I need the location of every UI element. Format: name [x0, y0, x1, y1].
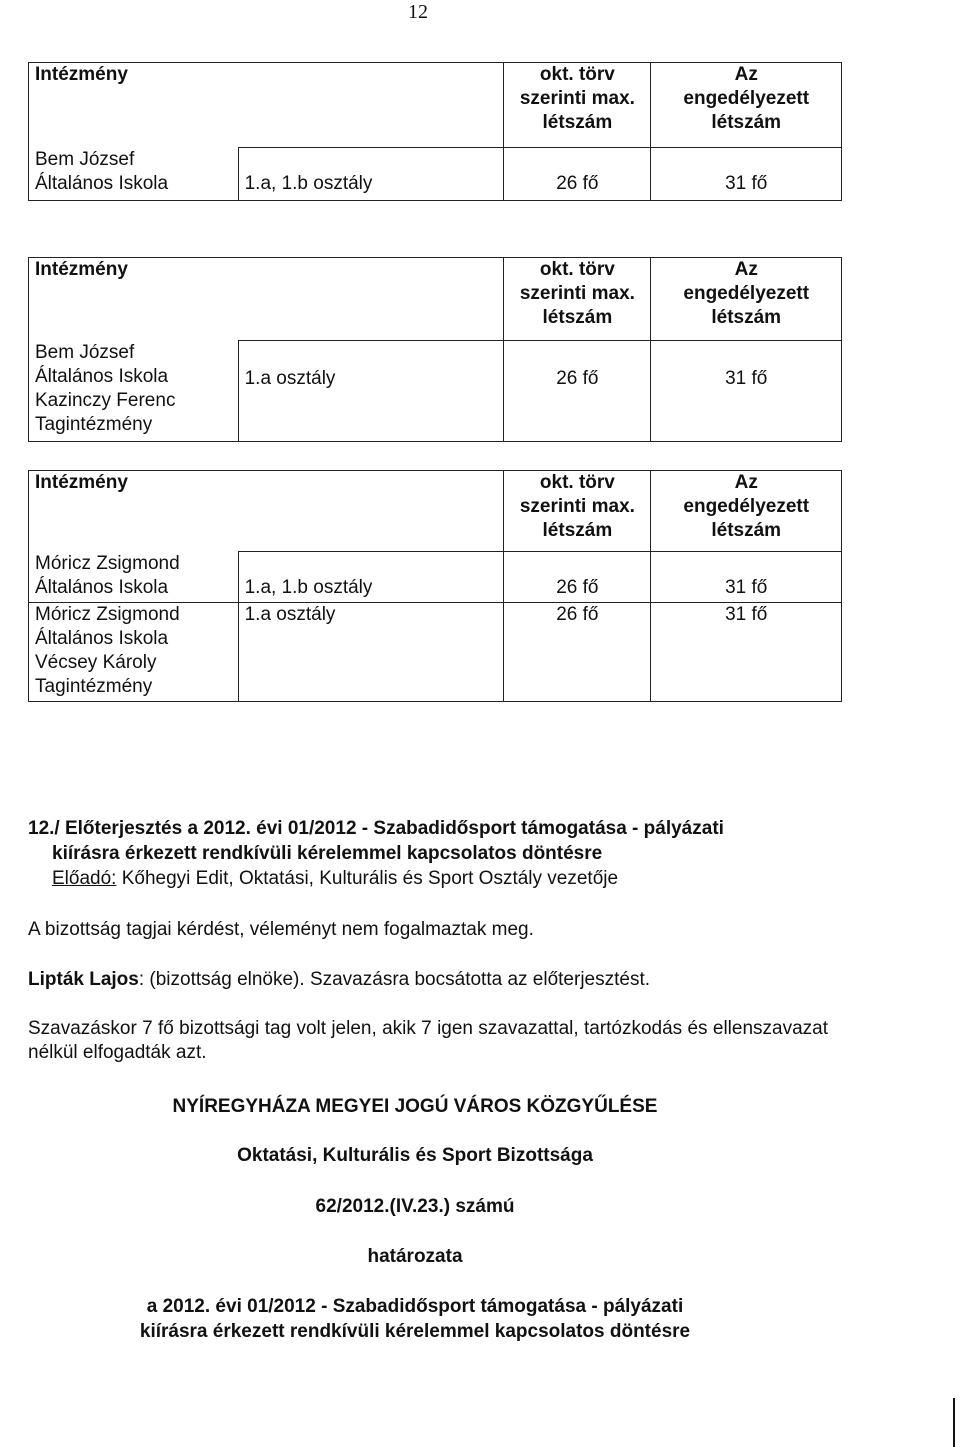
chair-text: : (bizottság elnöke). Szavazásra bocsátotta az előterjesztést.	[138, 969, 651, 990]
header-max-line3: létszám	[542, 112, 613, 133]
institution-line: Tagintézmény	[35, 413, 153, 435]
resolution-committee: Oktatási, Kulturális és Sport Bizottsága	[237, 1145, 593, 1166]
cell-institution	[29, 341, 239, 442]
cell-max: 26 fő	[504, 602, 651, 701]
header-allowed-line2: engedélyezett	[683, 283, 810, 304]
cell-classes: 1.a, 1.b osztály	[238, 552, 504, 603]
table-header-row	[29, 471, 842, 552]
resolution-number: 62/2012.(IV.23.) számú	[315, 1196, 515, 1217]
institution-line: Móricz Zsigmond	[35, 603, 180, 625]
table-moricz-zsigmond	[28, 470, 842, 702]
institution-line: Bem József	[35, 341, 135, 363]
header-max	[504, 63, 651, 148]
presenter-label: Előadó:	[52, 868, 117, 889]
resolution-type: határozata	[367, 1246, 463, 1267]
header-allowed-line3: létszám	[711, 307, 782, 328]
header-max-line3: létszám	[542, 307, 613, 328]
paragraph-vote: Szavazáskor 7 fő bizottsági tag volt jelen, akik 7 igen szavazattal, tartózkodás és ellenszavazat nélkül elfogadták azt.	[28, 1018, 828, 1063]
cell-classes: 1.a, 1.b osztály	[238, 148, 504, 201]
paragraph-chair	[28, 968, 838, 992]
institution-line: Általános Iskola	[35, 172, 169, 194]
institution-line: Általános Iskola	[35, 576, 169, 598]
header-max-line1: okt. törv	[539, 64, 615, 85]
cell-classes: 1.a osztály	[238, 341, 504, 442]
table-row	[29, 552, 842, 603]
header-allowed-line3: létszám	[711, 520, 782, 541]
cell-classes: 1.a osztály	[238, 602, 504, 701]
header-max-line2: szerinti max.	[519, 283, 635, 304]
table-row	[29, 148, 842, 201]
cell-allowed: 31 fő	[651, 602, 842, 701]
institution-line: Kazinczy Ferenc	[35, 389, 176, 411]
header-max	[504, 258, 651, 341]
institution-line: Tagintézmény	[35, 675, 153, 697]
cell-max: 26 fő	[504, 552, 651, 603]
header-institution: Intézmény	[29, 258, 504, 341]
header-institution: Intézmény	[29, 63, 504, 148]
header-allowed	[651, 471, 842, 552]
table-row	[29, 602, 842, 701]
header-max-line2: szerinti max.	[519, 88, 635, 109]
institution-line: Általános Iskola	[35, 627, 169, 649]
table-header-row	[29, 258, 842, 341]
header-max-line1: okt. törv	[539, 259, 615, 280]
table-bem-jozsef	[28, 62, 842, 201]
table-row	[29, 341, 842, 442]
resolution-subject-line2: kiírásra érkezett rendkívüli kérelemmel kapcsolatos döntésre	[139, 1321, 691, 1342]
cell-allowed: 31 fő	[651, 341, 842, 442]
header-max-line2: szerinti max.	[519, 496, 635, 517]
paragraph-no-questions: A bizottság tagjai kérdést, véleményt nem fogalmaztak meg.	[28, 919, 534, 940]
table-header-row	[29, 63, 842, 148]
institution-line: Vécsey Károly	[35, 651, 157, 673]
institution-line: Általános Iskola	[35, 365, 169, 387]
agenda-title-line1: 12./ Előterjesztés a 2012. évi 01/2012 - Szabadidősport támogatása - pályázati	[28, 818, 724, 839]
institution-line: Bem József	[35, 148, 135, 170]
cell-allowed: 31 fő	[651, 148, 842, 201]
header-max	[504, 471, 651, 552]
presenter-text: Kőhegyi Edit, Oktatási, Kulturális és Sport Osztály vezetője	[116, 868, 619, 889]
header-allowed-line2: engedélyezett	[683, 88, 810, 109]
header-max-line1: okt. törv	[539, 472, 615, 493]
header-allowed-line1: Az	[734, 259, 758, 280]
cell-institution	[29, 148, 239, 201]
agenda-title-line2: kiírásra érkezett rendkívüli kérelemmel kapcsolatos döntésre	[52, 843, 603, 864]
margin-mark	[953, 1398, 955, 1447]
header-allowed-line1: Az	[734, 472, 758, 493]
cell-allowed: 31 fő	[651, 552, 842, 603]
cell-max: 26 fő	[504, 341, 651, 442]
resolution-org: NYÍREGYHÁZA MEGYEI JOGÚ VÁROS KÖZGYŰLÉSE	[172, 1096, 658, 1117]
page-number: 12	[408, 1, 428, 23]
header-institution: Intézmény	[29, 471, 504, 552]
header-allowed	[651, 63, 842, 148]
institution-line: Móricz Zsigmond	[35, 552, 180, 574]
chair-name: Lipták Lajos	[28, 969, 139, 990]
resolution-subject-line1: a 2012. évi 01/2012 - Szabadidősport támogatása - pályázati	[146, 1296, 684, 1317]
header-allowed	[651, 258, 842, 341]
cell-institution	[29, 602, 239, 701]
presenter-line	[52, 867, 862, 891]
cell-institution	[29, 552, 239, 603]
table-bem-kazinczy	[28, 257, 842, 442]
header-allowed-line2: engedélyezett	[683, 496, 810, 517]
header-allowed-line3: létszám	[711, 112, 782, 133]
header-max-line3: létszám	[542, 520, 613, 541]
header-allowed-line1: Az	[734, 64, 758, 85]
cell-max: 26 fő	[504, 148, 651, 201]
